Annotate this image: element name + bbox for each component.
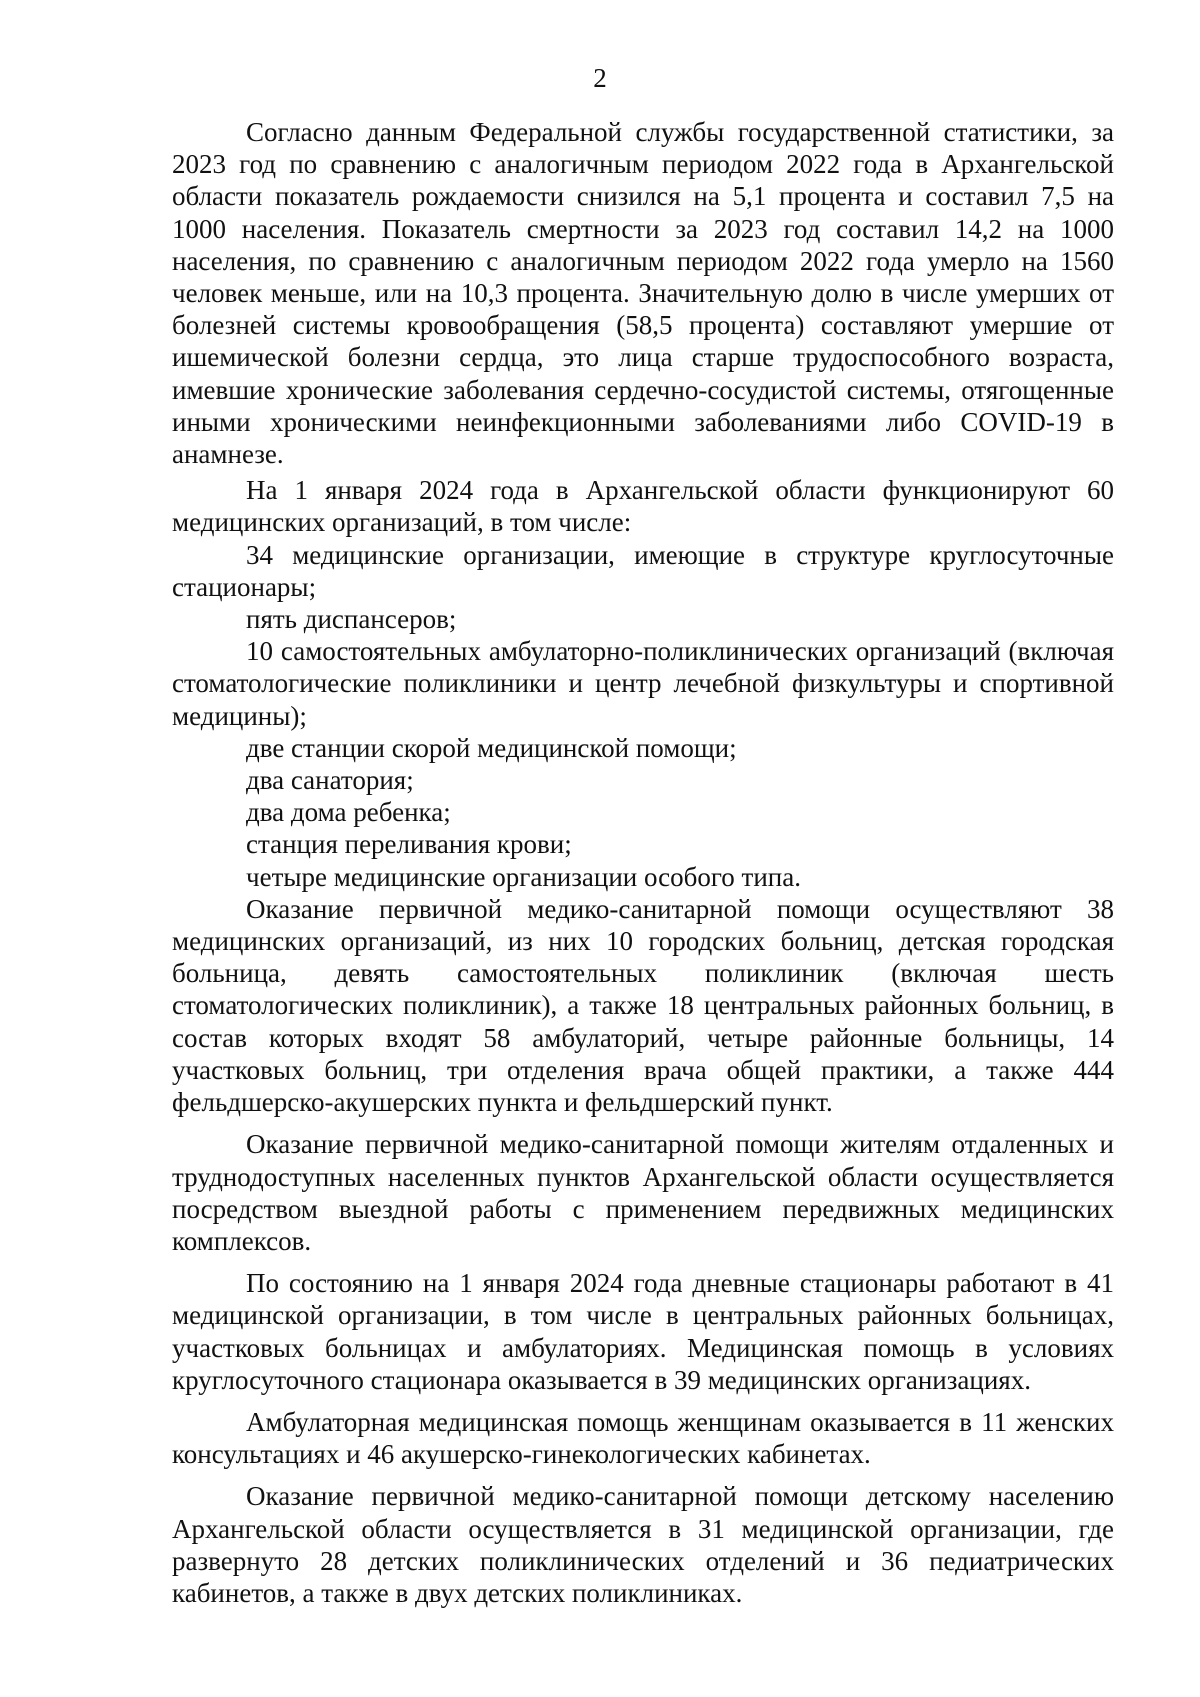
document-body [172, 116, 1114, 1609]
page-number: 2 [593, 63, 607, 93]
paragraph-birth-death-statistics: Согласно данным Федеральной службы государственной статистики, за 2023 год по сравнению с аналогичным периодом 2022 года в Архангельской области показатель рождаемости снизился на 5,1 процента и составил 7,5 на 1000 населения. Показатель смертности за 2023 год составил 14,2 на 1000 населения, по сравнению с аналогичным периодом 2022 года умерло на 1560 человек меньше, или на 10,3 процента. Значительную долю в числе умерших от болезней системы кровообращения (58,5 процента) составляют умершие от ишемической болезни сердца, это лица старше трудоспособного возраста, имевшие хронические заболевания сердечно-сосудистой системы, отягощенные иными хроническими неинфекционными заболеваниями либо COVID-19 в анамнезе. [172, 117, 1114, 470]
paragraph-womens-care: Амбулаторная медицинская помощь женщинам оказывается в 11 женских консультациях и 46 акушерско-гинекологических кабинетах. [172, 1406, 1114, 1470]
paragraph-organizations-intro: На 1 января 2024 года в Архангельской области функционируют 60 медицинских организаций, в том числе: [172, 475, 1114, 538]
list-item-blood-station: станция переливания крови; [246, 829, 572, 860]
list-item-dispensaries: пять диспансеров; [246, 604, 457, 635]
list-item-special-organizations: четыре медицинские организации особого типа. [246, 861, 801, 892]
paragraph-primary-care: Оказание первичной медико-санитарной помощи осуществляют 38 медицинских организаций, из них 10 городских больниц, детская городская больница, девять самостоятельных поликлиник (включая шесть стоматологических поликлиник), а также 18 центральных районных больниц, в состав которых входят 58 амбулаторий, четыре районные больницы, 14 участковых больниц, три отделения врача общей практики, а также 444 фельдшерско-акушерских пункта и фельдшерский пункт. [172, 893, 1114, 1118]
paragraph-remote-care: Оказание первичной медико-санитарной помощи жителям отдаленных и труднодоступных населенных пунктов Архангельской области осуществляется посредством выездной работы с применением передвижных медицинских комплексов. [172, 1129, 1114, 1256]
list-item-childrens-homes: два дома ребенка; [246, 797, 451, 828]
paragraph-day-hospitals: По состоянию на 1 января 2024 года дневные стационары работают в 41 медицинской организации, в том числе в центральных районных больницах, участковых больницах и амбулаториях. Медицинская помощь в условиях круглосуточного стационара оказывается в 39 медицинских организациях. [172, 1268, 1114, 1395]
list-item-outpatient-organizations: 10 самостоятельных амбулаторно-поликлинических организаций (включая стоматологические поликлиники и центр лечебной физкультуры и спортивной медицины); [172, 636, 1114, 731]
list-item-inpatient-organizations: 34 медицинские организации, имеющие в структуре круглосуточные стационары; [172, 539, 1114, 602]
list-item-sanatoriums: два санатория; [246, 765, 414, 796]
paragraph-childrens-care: Оказание первичной медико-санитарной помощи детскому населению Архангельской области осуществляется в 31 медицинской организации, где развернуто 28 детских поликлинических отделений и 36 педиатрических кабинетов, а также в двух детских поликлиниках. [172, 1481, 1114, 1608]
list-item-ambulance-stations: две станции скорой медицинской помощи; [246, 732, 737, 763]
